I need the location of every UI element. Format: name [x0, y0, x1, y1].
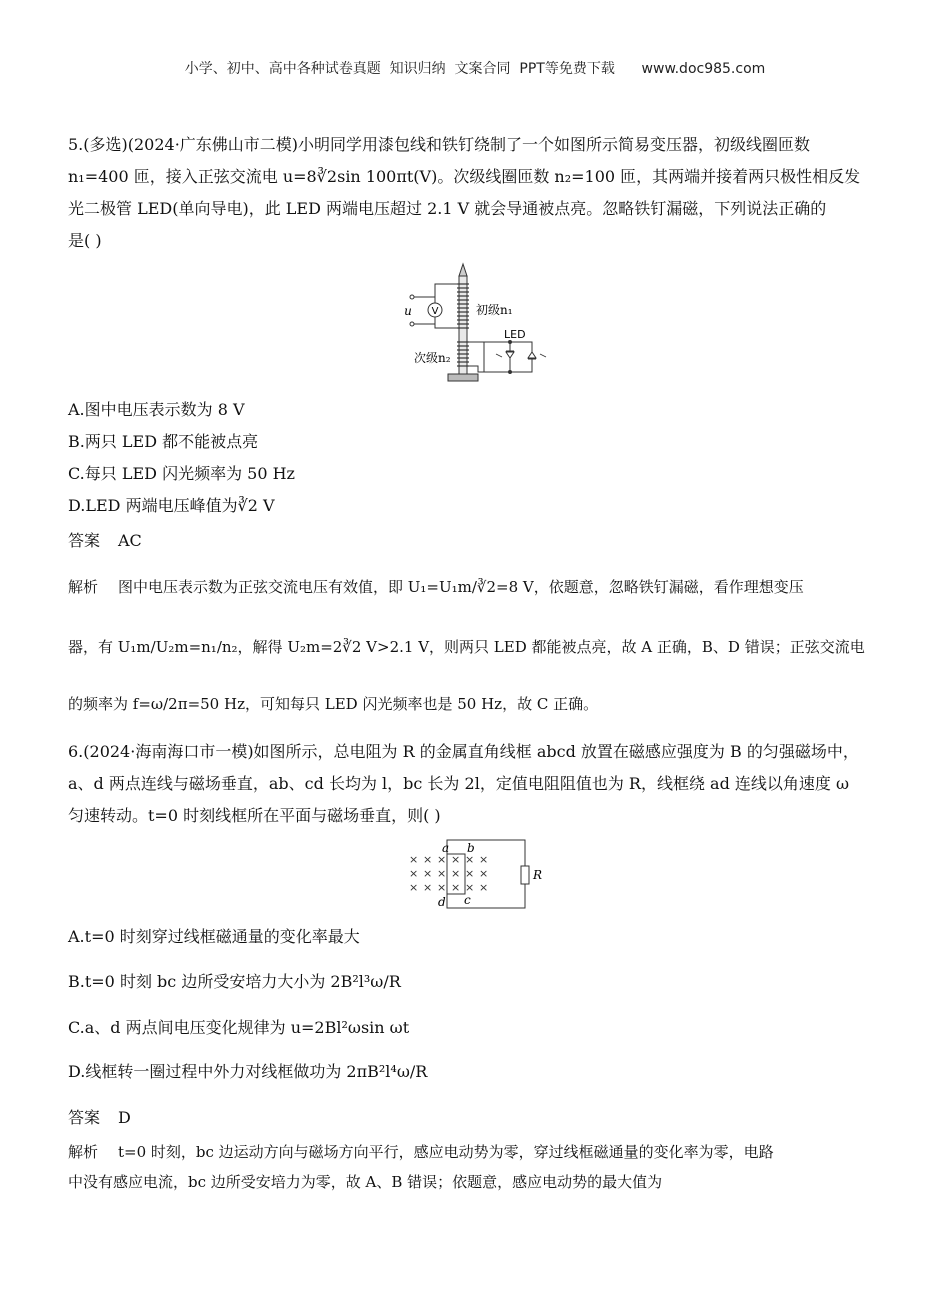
q6-option-d: D.线框转一圈过程中外力对线框做功为 2πB²l⁴ω/R — [68, 1062, 428, 1081]
svg-text:×: × — [409, 867, 419, 880]
q5-answer: AC — [118, 531, 142, 550]
q6-stem-line-1: 6.(2024·海南海口市一模)如图所示，总电阻为 R 的金属直角线框 abcd 放置在磁感应强度为 B 的匀强磁场中， — [68, 742, 859, 761]
q5-stem-line-3: 光二极管 LED(单向导电)，此 LED 两端电压超过 2.1 V 就会导通被点亮。忽略铁钉漏磁，下列说法正确的 — [68, 199, 827, 218]
svg-text:×: × — [423, 867, 433, 880]
q6-answer-row — [68, 1108, 131, 1128]
secondary-coil-label: 次级n₂ — [414, 351, 451, 365]
svg-text:×: × — [437, 867, 447, 880]
magnetic-field-crosses — [409, 853, 488, 894]
svg-text:×: × — [479, 867, 489, 880]
page-header: 小学、初中、高中各种试卷真题 知识归纳 文案合同 PPT等免费下载 www.doc985.com — [184, 61, 766, 77]
svg-text:×: × — [451, 881, 461, 894]
q6-option-a: A.t=0 时刻穿过线框磁通量的变化率最大 — [68, 927, 360, 946]
resistor-label: R — [533, 868, 543, 882]
voltmeter-label: V — [431, 306, 439, 317]
q6-analysis-line-2: 中没有感应电流，bc 边所受安培力为零，故 A、B 错误；依题意，感应电动势的最大值为 — [68, 1173, 663, 1191]
q5-answer-row — [68, 531, 142, 551]
q6-stem-line-3: 匀速转动。t=0 时刻线框所在平面与磁场垂直，则( ) — [68, 806, 441, 825]
svg-text:×: × — [437, 853, 447, 866]
led-label: LED — [504, 328, 526, 341]
svg-text:×: × — [423, 881, 433, 894]
q6-analysis-line-1: t=0 时刻，bc 边运动方向与磁场方向平行，感应电动势为零，穿过线框磁通量的变化率为零，电路 — [118, 1143, 774, 1161]
svg-text:×: × — [437, 881, 447, 894]
q5-analysis-line-3: 的频率为 f=ω/2π=50 Hz，可知每只 LED 闪光频率也是 50 Hz，故 C 正确。 — [68, 695, 599, 713]
q6-answer-label: 答案 — [68, 1108, 101, 1127]
q5-analysis-label: 解析 — [68, 578, 99, 596]
q6-stem-line-2: a、d 两点连线与磁场垂直，ab、cd 长均为 l，bc 长为 2l，定值电阻阻值也为 R，线框绕 ad 连线以角速度 ω — [68, 774, 850, 793]
q6-option-c: C.a、d 两点间电压变化规律为 u=2Bl²ωsin ωt — [68, 1018, 410, 1037]
svg-text:×: × — [465, 881, 475, 894]
svg-text:×: × — [465, 867, 475, 880]
q5-answer-label: 答案 — [68, 531, 101, 550]
svg-text:×: × — [451, 853, 461, 866]
q5-option-c: C.每只 LED 闪光频率为 50 Hz — [68, 464, 295, 483]
q6-analysis-row-1 — [68, 1142, 774, 1162]
q5-option-d: D.LED 两端电压峰值为∛2 V — [68, 496, 275, 515]
q5-option-a: A.图中电压表示数为 8 V — [68, 400, 245, 419]
point-a-label: a — [442, 841, 450, 855]
q5-analysis-line-2: 器，有 U₁m/U₂m=n₁/n₂，解得 U₂m=2∛2 V>2.1 V，则两只 LED 都能被点亮，故 A 正确，B、D 错误；正弦交流电 — [68, 638, 865, 656]
q5-option-b: B.两只 LED 都不能被点亮 — [68, 432, 259, 451]
q5-analysis-row-1 — [68, 577, 804, 597]
svg-text:×: × — [479, 881, 489, 894]
svg-text:×: × — [423, 853, 433, 866]
svg-text:×: × — [409, 853, 419, 866]
svg-text:×: × — [409, 881, 419, 894]
q6-analysis-label: 解析 — [68, 1143, 99, 1161]
primary-coil-label: 初级n₁ — [476, 303, 513, 317]
transformer-figure — [400, 262, 560, 387]
svg-text:×: × — [451, 867, 461, 880]
svg-text:×: × — [479, 853, 489, 866]
point-b-label: b — [467, 841, 475, 855]
point-c-label: c — [464, 893, 471, 907]
q5-stem-line-4: 是( ) — [68, 231, 102, 250]
source-label-u: u — [404, 304, 412, 318]
q6-option-b: B.t=0 时刻 bc 边所受安培力大小为 2B²l³ω/R — [68, 972, 401, 991]
svg-text:×: × — [465, 853, 475, 866]
rotating-frame-figure — [405, 836, 555, 914]
q5-analysis-line-1: 图中电压表示数为正弦交流电压有效值，即 U₁=U₁m/∛2=8 V，依题意，忽略铁钉漏磁，看作理想变压 — [118, 578, 804, 596]
q6-answer: D — [118, 1108, 131, 1127]
q5-stem-line-2: n₁=400 匝，接入正弦交流电 u=8∛2sin 100πt(V)。次级线圈匝数 n₂=100 匝，其两端并接着两只极性相反发 — [68, 167, 861, 186]
point-d-label: d — [438, 895, 446, 909]
q5-stem-line-1: 5.(多选)(2024·广东佛山市二模)小明同学用漆包线和铁钉绕制了一个如图所示简易变压器，初级线圈匝数 — [68, 135, 811, 154]
